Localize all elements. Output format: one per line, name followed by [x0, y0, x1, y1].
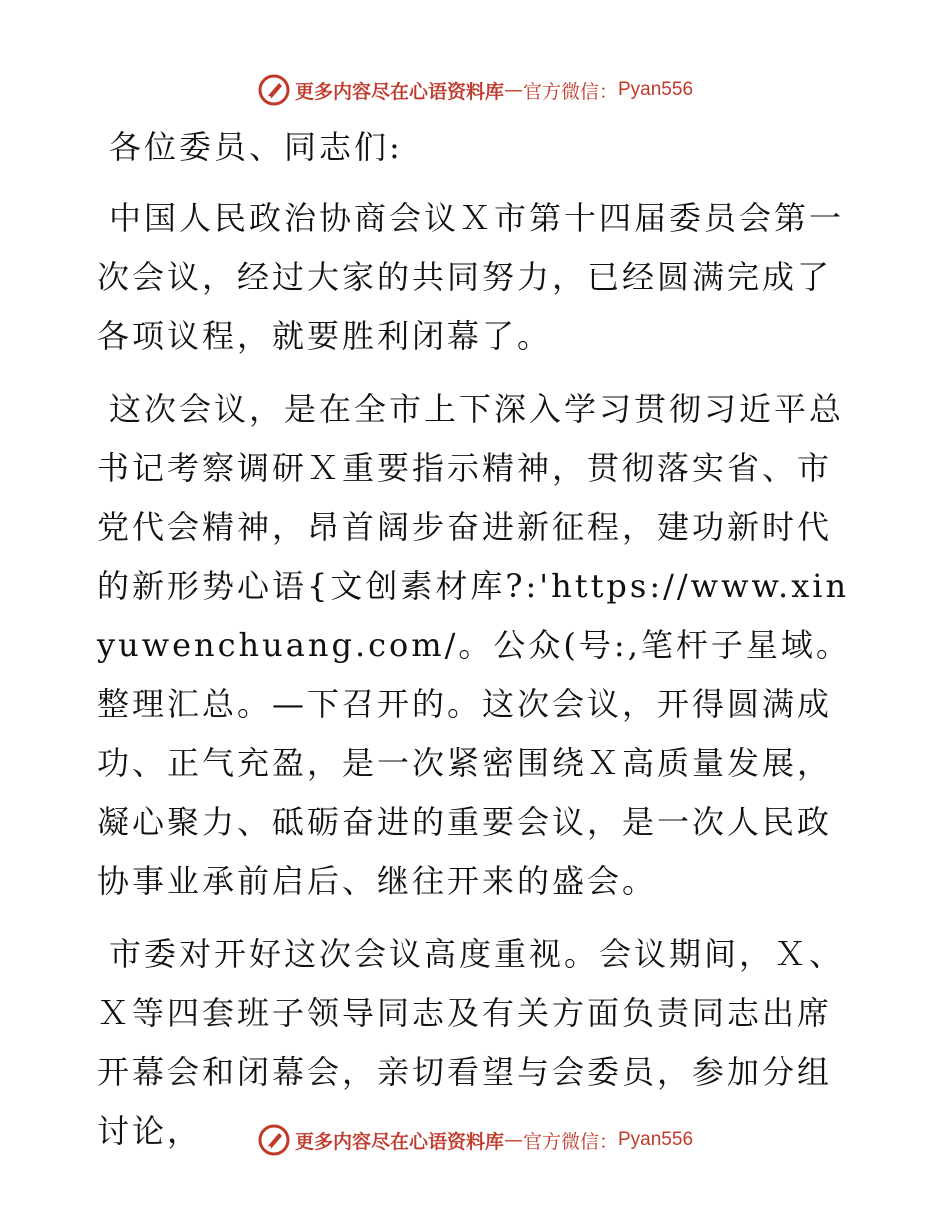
banner-promo-text: 更多内容尽在心语资料库	[294, 80, 504, 103]
paragraph-2: 这次会议，是在全市上下深入学习贯彻习近平总书记考察调研Ｘ重要指示精神，贯彻落实省、市党代会精神，昂首阔步奋进新征程，建功新时代的新形势心语{文创素材库?:'https://www.xinyuwenchuang.com/。公众(号:,笔杆子星域。整理汇总。—下召开的。这次会议，开得圆满成功、正气充盈，是一次紧密围绕Ｘ高质量发展，凝心聚力、砥砺奋进的重要会议，是一次人民政协事业承前启后、继往开来的盛会。	[97, 390, 851, 900]
banner-wechat-id: Pyan556	[618, 79, 694, 100]
pen-nib-logo-icon	[257, 1123, 291, 1157]
banner-official-label: 官方微信：	[522, 80, 618, 103]
salutation: 各位委员、同志们:	[109, 128, 403, 166]
footer-watermark-banner	[0, 1120, 950, 1160]
banner-wechat-id: Pyan556	[618, 1129, 694, 1150]
document-body	[97, 118, 857, 1175]
paragraph-3: 市委对开好这次会议高度重视。会议期间，Ｘ、Ｘ等四套班子领导同志及有关方面负责同志出席开幕会和闭幕会，亲切看望与会委员，参加分组讨论，	[97, 935, 845, 1150]
banner-dash: —	[503, 1129, 523, 1151]
banner-dash: —	[503, 79, 523, 101]
pen-nib-logo-icon	[257, 73, 291, 107]
header-watermark-banner	[0, 70, 950, 110]
paragraph-1: 中国人民政治协商会议Ｘ市第十四届委员会第一次会议，经过大家的共同努力，已经圆满完成了各项议程，就要胜利闭幕了。	[97, 199, 845, 355]
banner-promo-text: 更多内容尽在心语资料库	[294, 1130, 504, 1153]
banner-official-label: 官方微信：	[522, 1130, 618, 1153]
